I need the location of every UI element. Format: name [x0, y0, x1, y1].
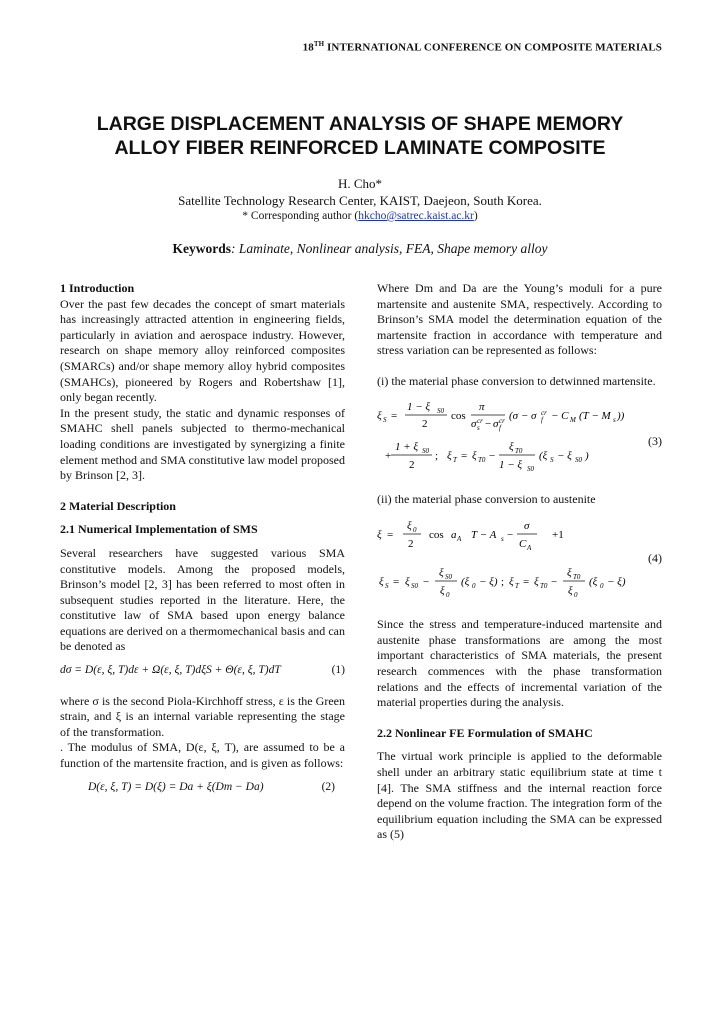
svg-text:(ξ: (ξ	[589, 576, 598, 589]
right-paragraph-5: The virtual work principle is applied to the deformable shell under an arbitrary static equilibrium state at time t [4]. The SMA stiffness and the internal reaction force depend on the volume fraction. The integration form of the equilibrium equation including the SMA can be expressed as (5)	[377, 749, 662, 842]
author-name: H. Cho*	[337, 176, 383, 191]
svg-text:π: π	[479, 400, 485, 413]
svg-text:f: f	[499, 423, 501, 432]
conference-ordinal: 18	[302, 41, 314, 54]
svg-text:T0: T0	[478, 455, 486, 464]
svg-text:ξ: ξ	[407, 520, 412, 533]
svg-text:cr: cr	[477, 416, 483, 425]
intro-paragraph-1: Over the past few decades the concept of smart materials has increasingly attracted attention in engineering fields, particularly in aviation and aerospace industry. However, research on shape memory alloy reinforced composites (SMARCs) and/or shape memory alloy hybrid composites (SMAHCs), pioneered by Rogers and Robertshaw [1], only began recently.	[60, 296, 345, 405]
equation-1	[60, 663, 345, 679]
svg-text:S: S	[550, 455, 554, 464]
conference-header	[0, 40, 662, 54]
svg-text:cr: cr	[541, 408, 547, 417]
title-line-1: LARGE DISPLACEMENT ANALYSIS OF SHAPE MEMORY	[96, 113, 624, 135]
svg-text:2: 2	[408, 538, 414, 551]
equation-2	[60, 780, 345, 796]
svg-text:cr: cr	[499, 416, 505, 425]
equation-2-body: D(ε, ξ, T) = D(ξ) = Da + ξ(Dm − Da)	[88, 780, 264, 793]
equation-3-number: (3)	[648, 433, 662, 448]
svg-text:): )	[585, 449, 589, 462]
svg-text:1 − ξ: 1 − ξ	[407, 400, 431, 413]
svg-text:S0: S0	[411, 582, 418, 591]
svg-text:A: A	[457, 535, 462, 544]
svg-text:=: =	[391, 409, 398, 422]
equation-4-graphic	[377, 515, 627, 609]
svg-text:2: 2	[422, 417, 428, 430]
svg-text:=: =	[393, 576, 400, 589]
svg-text:1 + ξ: 1 + ξ	[395, 440, 419, 453]
svg-text:−: −	[551, 576, 558, 589]
svg-text:0: 0	[600, 582, 604, 591]
svg-text:=: =	[523, 576, 530, 589]
equation-4	[377, 515, 662, 609]
svg-text:−: −	[489, 449, 496, 462]
svg-text:0: 0	[574, 591, 578, 600]
section-heading-introduction: 1 Introduction	[60, 281, 135, 295]
svg-text:cos: cos	[451, 409, 466, 422]
svg-text:−: −	[507, 529, 514, 542]
svg-text:σ: σ	[471, 417, 477, 430]
svg-text:a: a	[451, 529, 457, 542]
right-paragraph-3: (ii) the material phase conversion to austenite	[377, 491, 596, 506]
equation-1-number: (1)	[331, 664, 345, 677]
svg-text:S0: S0	[437, 406, 444, 415]
intro-paragraph-2: In the present study, the static and dynamic responses of SMAHC shell panels subjected to thermo-mechanical loading conditions are investigated by synergizing a finite element method and SMA constitutive law model proposed by Brinson [2, 3].	[60, 405, 345, 483]
conference-name: INTERNATIONAL CONFERENCE ON COMPOSITE MATERIALS	[324, 41, 662, 54]
svg-text:(σ − σ: (σ − σ	[509, 409, 537, 422]
svg-text:)): ))	[617, 409, 625, 422]
svg-text:S0: S0	[527, 464, 534, 473]
svg-text:0: 0	[413, 526, 417, 535]
svg-text:s: s	[477, 423, 480, 432]
svg-text:s: s	[613, 415, 616, 424]
right-paragraph-2: (i) the material phase conversion to detwinned martensite.	[377, 373, 656, 388]
svg-text:T0: T0	[573, 573, 581, 582]
svg-text:ξ: ξ	[379, 576, 384, 589]
corresponding-suffix: )	[473, 210, 478, 222]
keywords	[60, 241, 660, 257]
svg-text:ξ: ξ	[405, 576, 410, 589]
svg-text:2: 2	[409, 458, 415, 471]
svg-text:T: T	[515, 582, 519, 591]
svg-text:ξ: ξ	[509, 440, 514, 453]
material-paragraph-1: Several researchers have suggested various SMA constitutive models. Among the proposed models, Brinson’s model [2, 3] has been referred to most often in subsequent studies reported in the literature. Here, the constitutive law of SMA based upon energy balance equations are derived on a thermomechanical basis and can be denoted as	[60, 545, 345, 654]
equation-1-body: dσ = D(ε, ξ, T)dε + Ω(ε, ξ, T)dξS + Θ(ε, ξ, T)dT	[60, 664, 281, 677]
svg-text:S0: S0	[445, 573, 452, 582]
svg-text:S: S	[383, 415, 387, 424]
right-column	[377, 281, 662, 843]
right-paragraph-4: Since the stress and temperature-induced martensite and austenite phase transformations are among the most important characteristics of SMA materials, the present research commences with the phase transformation relations and the effects of incremental variation of the material properties during the analysis.	[377, 617, 662, 710]
svg-text:=: =	[461, 449, 468, 462]
svg-text:1 − ξ: 1 − ξ	[499, 458, 523, 471]
svg-text:− ξ): − ξ)	[607, 576, 626, 589]
svg-text:f: f	[541, 415, 543, 424]
svg-text:+: +	[385, 449, 392, 462]
title-line-2: ALLOY FIBER REINFORCED LAMINATE COMPOSITE	[114, 137, 606, 159]
svg-text:cos: cos	[429, 529, 444, 542]
svg-text:S0: S0	[422, 446, 429, 455]
svg-text:S0: S0	[575, 455, 582, 464]
svg-text:S: S	[385, 582, 389, 591]
equation-3	[377, 398, 662, 484]
svg-text:ξ: ξ	[472, 449, 477, 462]
paper-title	[60, 112, 660, 160]
section-heading-material: 2 Material Description	[60, 498, 176, 513]
corresponding-prefix: * Corresponding author (	[242, 210, 359, 222]
svg-text:−: −	[485, 417, 492, 430]
svg-text:s: s	[501, 535, 504, 544]
svg-text:ξ: ξ	[509, 576, 514, 589]
left-column	[60, 281, 345, 795]
svg-text:ξ: ξ	[447, 449, 452, 462]
svg-text:(T − M: (T − M	[579, 409, 611, 422]
author-affiliation: Satellite Technology Research Center, KAIST, Daejeon, South Korea.	[178, 193, 542, 208]
svg-text:− ξ): − ξ)	[479, 576, 498, 589]
svg-text:T0: T0	[540, 582, 548, 591]
svg-text:σ: σ	[493, 417, 499, 430]
svg-text:σ: σ	[524, 520, 530, 533]
equation-2-number: (2)	[321, 780, 335, 793]
corresponding-author	[60, 210, 660, 222]
svg-text:+1: +1	[552, 529, 564, 542]
keywords-text: : Laminate, Nonlinear analysis, FEA, Shape memory alloy	[231, 241, 548, 256]
svg-text:ξ: ξ	[377, 409, 382, 422]
svg-text:=: =	[387, 529, 394, 542]
subsection-heading-nonlinear-fe: 2.2 Nonlinear FE Formulation of SMAHC	[377, 725, 593, 740]
svg-text:ξ: ξ	[534, 576, 539, 589]
svg-text:M: M	[570, 415, 576, 424]
equation-3-graphic	[377, 398, 627, 484]
svg-text:ξ: ξ	[439, 567, 444, 580]
svg-text:C: C	[519, 538, 527, 551]
corresponding-email-link[interactable]: hkcho@satrec.kaist.ac.kr	[358, 210, 474, 222]
svg-text:ξ: ξ	[568, 585, 573, 598]
conference-ordinal-suffix: TH	[313, 40, 325, 48]
svg-text:(ξ: (ξ	[539, 449, 548, 462]
svg-text:T − A: T − A	[471, 529, 497, 542]
keywords-label: Keywords	[172, 241, 232, 256]
svg-text:T: T	[453, 455, 457, 464]
svg-text:ξ: ξ	[440, 585, 445, 598]
svg-text:T0: T0	[515, 446, 523, 455]
svg-text:0: 0	[446, 591, 450, 600]
right-paragraph-1: Where Dm and Da are the Young’s moduli for a pure martensite and austenite SMA, respectively. According to Brinson’s SMA model the determination equation of the martensite fraction in accordance with temperature and stress variation can be represented as follows:	[377, 281, 662, 358]
svg-text:0: 0	[472, 582, 476, 591]
svg-text:ξ: ξ	[567, 567, 572, 580]
svg-text:−: −	[423, 576, 430, 589]
svg-text:;: ;	[435, 449, 439, 462]
svg-text:− C: − C	[551, 409, 569, 422]
subsection-heading-sms: 2.1 Numerical Implementation of SMS	[60, 522, 258, 537]
equation-4-number: (4)	[648, 551, 662, 566]
svg-text:ξ: ξ	[377, 529, 382, 542]
svg-text:− ξ: − ξ	[557, 449, 572, 462]
svg-text:(ξ: (ξ	[461, 576, 470, 589]
svg-text:A: A	[527, 544, 532, 553]
material-paragraph-2: where σ is the second Piola-Kirchhoff stress, ε is the Green strain, and ξ is an internal variable representing the stage of the transformation.	[60, 693, 345, 739]
svg-text:;: ;	[501, 576, 505, 589]
material-paragraph-3: . The modulus of SMA, D(ε, ξ, T), are assumed to be a function of the martensite fraction, and is given as follows:	[60, 740, 345, 771]
